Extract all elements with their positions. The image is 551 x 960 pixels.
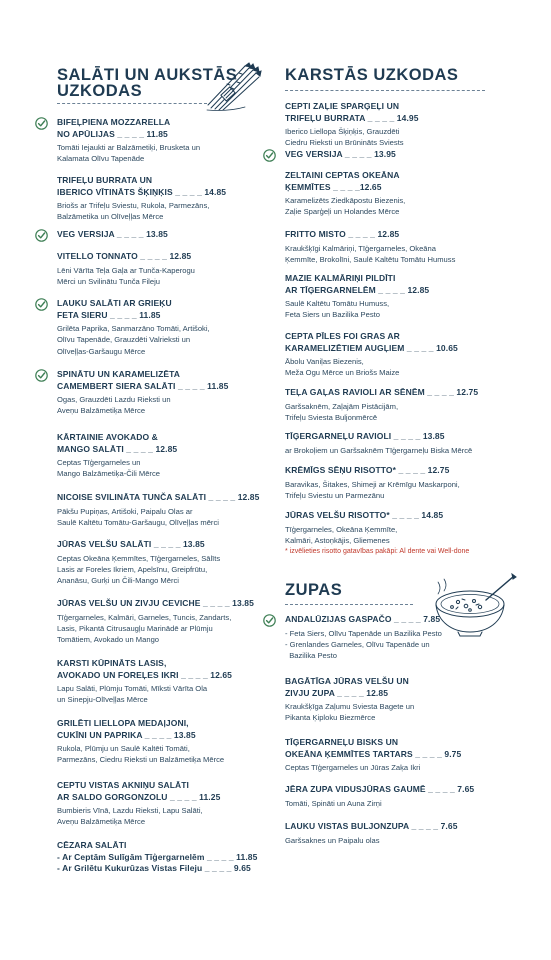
item-description (285, 835, 525, 846)
item-description-line: Ciedru Rieksti un Brūnināts Sviests (285, 138, 404, 148)
menu-item (285, 737, 525, 773)
item-name-line: TĪĢERGARNEĻU RAVIOLI _ _ _ _ 13.85 (285, 431, 445, 441)
item-name-line: JŪRAS VELŠU SALĀTI _ _ _ _ 13.85 (57, 539, 205, 549)
item-description-line: Lēni Vārīta Teļa Gaļa ar Tunča-Kaperogu (57, 265, 195, 275)
item-name-line: LAUKU SALĀTI AR GRIEĶU (57, 298, 172, 308)
item-name-line: TEĻA GAĻAS RAVIOLI AR SĒNĒM _ _ _ _ 12.75 (285, 387, 479, 397)
item-name-line: AR TĪĢERGARNELĒM _ _ _ _ 12.85 (285, 284, 430, 295)
item-name-line: NICOISE SVILINĀTA TUNČA SALĀTI _ _ _ _ 12.85 (57, 492, 260, 502)
item-description-line: Lasis, Pikantā Citrusaugļu Marinādē ar Plūmju (57, 623, 213, 633)
item-name (57, 175, 272, 198)
item-name (57, 298, 272, 321)
item-name-line: ZIVJU ZUPA _ _ _ _ 12.85 (285, 687, 389, 698)
menu-item (57, 840, 272, 875)
item-description-line: un Sinepju-Olīveļļas Mērce (57, 695, 148, 705)
menu-item (57, 780, 272, 828)
item-name (285, 784, 525, 796)
item-name-line: BIFEĻPIENA MOZZARELLA (57, 117, 171, 127)
item-description-line: Ķemmīte, Brokolīni, Saulē Kaltētu Tomātu Humuss (285, 254, 456, 264)
item-name (285, 331, 525, 354)
item-description (285, 701, 525, 724)
item-description (57, 612, 272, 646)
item-name (285, 821, 525, 833)
leaf-check-icon (35, 229, 48, 242)
item-description-line: Tomātiem, Avokado un Mango (57, 635, 160, 645)
item-description (57, 265, 272, 288)
item-name (285, 737, 525, 760)
item-description-line: Saulē Kaltētu Tomātu Humuss, (285, 299, 390, 308)
item-description (57, 743, 272, 766)
item-description-line: Trifeļu Sviesta Buljonmērcē (285, 412, 378, 422)
item-name-line: NO APŪLIJAS _ _ _ _ 11.85 (57, 128, 168, 139)
item-name (285, 676, 525, 699)
item-name-line: FRITTO MISTO _ _ _ _ 12.85 (285, 229, 400, 239)
leaf-check-icon (263, 149, 276, 162)
item-description-line: Tomāti Iejaukti ar Balzāmetiķi, Brusketa un (57, 143, 201, 152)
item-description-line: Ābolu Vaniļas Biezenis, (285, 357, 364, 366)
item-name-line: VEG VERSIJA _ _ _ _ 13.85 (57, 229, 168, 239)
item-name-line: BAGĀTĪGA JŪRAS VELŠU UN (285, 676, 409, 686)
menu-item (285, 387, 525, 423)
menu-item (285, 101, 525, 149)
menu-item (57, 432, 272, 480)
item-description-line: Olīvu Tapenāde, Grauzdēti Valrieksti un (57, 335, 191, 345)
item-name-line: JŪRAS VELŠU RISOTTO* _ _ _ _ 14.85 (285, 510, 444, 520)
menu-item (57, 718, 272, 766)
section-title-line: UZKODAS (57, 82, 143, 100)
item-description-line: Mango Balzāmetiķa-Čili Mērce (57, 469, 160, 479)
leaf-check-icon (35, 369, 48, 382)
item-name-line: CUKĪNI UN PAPRIKA _ _ _ _ 13.85 (57, 729, 196, 740)
item-name-line: LAUKU VISTAS BULJONZUPA _ _ _ _ 7.65 (285, 821, 458, 831)
item-description (57, 457, 272, 480)
item-name (57, 780, 272, 803)
item-description-line: Tomāti, Spināti un Auna Zirņi (285, 798, 382, 808)
item-name-line: VEG VERSIJA _ _ _ _ 13.95 (285, 149, 396, 159)
item-name (285, 510, 525, 522)
item-name (285, 170, 525, 193)
item-description-line: Saulē Kaltētu Tomātu-Garšaugu, Olīveļļas mērci (57, 517, 219, 527)
item-name-line: GRILĒTI LIELLOPA MEDAļJONI, (57, 718, 189, 728)
item-name-line: AVOKADO UN FOREĻES IKRI _ _ _ _ 12.65 (57, 669, 233, 680)
item-description-line: Baravikas, Šitakes, Shimeji ar Krēmīgu Maskarponi, (285, 479, 460, 489)
item-description (57, 506, 272, 529)
item-description (285, 195, 525, 218)
item-name (285, 101, 525, 124)
item-description-line: Kalamata Olīvu Tapenāde (57, 154, 145, 164)
item-name (57, 229, 272, 241)
item-name-line: CEPTU VISTAS AKNIŅU SALĀTI (57, 780, 189, 790)
menu-item (285, 331, 525, 379)
item-name-line: CEPTA PĪLES FOI GRAS AR (285, 331, 400, 341)
menu-item (57, 658, 272, 706)
item-name (57, 492, 272, 504)
item-description (57, 683, 272, 706)
item-name-line: FETA SIERU _ _ _ _ 11.85 (57, 309, 161, 320)
item-name-line: KRĒMĪGS SĒŅU RISOTTO* _ _ _ _ 12.75 (285, 465, 450, 475)
item-name-line: ĶEMMĪTES _ _ _ _12.65 (285, 181, 382, 192)
item-name (285, 465, 525, 477)
item-name (57, 369, 272, 392)
menu-item (57, 492, 272, 528)
menu-item (57, 298, 272, 357)
item-description (285, 798, 525, 809)
item-description-line: Ogas, Grauzdēti Lazdu Rieksti un (57, 395, 171, 404)
item-description-line: Grilēta Paprika, Sanmarzāno Tomāti, Artišoki, (57, 324, 210, 333)
item-description-line: Pikanta Ķiploku Biezmērce (285, 713, 376, 723)
section-title-hot-starters: KARSTĀS UZKODAS (285, 66, 459, 84)
soup-bowl-illustration (428, 572, 518, 642)
item-description-line: Ceptas Tīģergarneles un Jūras Zaķa Ikri (285, 763, 421, 772)
item-name-line: ANDALŪZIJAS GASPAČO _ _ _ _ 7.85 (285, 614, 441, 624)
item-description-line: Ananāsu, Gurķi un Čili-Mango Mērci (57, 576, 179, 586)
item-name-line: SPINĀTU UN KARAMELIZĒTA (57, 369, 181, 379)
item-description-line: Mērci un Svilinātu Tunča Fileju (57, 276, 160, 286)
item-name (57, 598, 272, 610)
menu-item (285, 170, 525, 218)
item-name (285, 229, 525, 241)
menu-item (57, 369, 272, 417)
item-description-line: Kraukšķīgi Kalmāriņi, Tīģergarneles, Okeāna (285, 243, 436, 253)
item-description-line: Tīģergarneles, Kalmāri, Garneles, Tuncis, Zandarts, (57, 612, 232, 622)
menu-item (285, 510, 525, 555)
menu-item (285, 821, 525, 846)
menu-item (285, 229, 525, 265)
item-name (285, 387, 525, 399)
item-description-line: Ceptas Tīģergarneles un (57, 458, 141, 467)
menu-item (57, 251, 272, 287)
menu-item (57, 175, 272, 223)
menu-item (57, 117, 272, 165)
item-description (285, 762, 525, 773)
item-description (57, 394, 272, 417)
item-description-line: Bumbieris Vīnā, Lazdu Rieksti, Lapu Salāti, (57, 806, 203, 815)
item-name (285, 431, 525, 443)
item-name-line: CEPTI ZAĻIE SPARĢEĻI UN (285, 101, 400, 111)
item-name (285, 273, 525, 296)
leaf-check-icon (35, 117, 48, 130)
section-title-soups: ZUPAS (285, 581, 343, 599)
item-name (57, 432, 272, 455)
item-name-line: TĪĢERGARNEĻU BISKS UN (285, 737, 399, 747)
item-name (57, 117, 272, 140)
item-option-line: - Grenlandes Garneles, Olīvu Tapenāde un (285, 639, 430, 649)
item-name-line: MAZIE KALMĀRIŅI PILDĪTI (285, 273, 396, 283)
item-description-line: ar Brokoļiem un Garšsaknēm Tīģergarneļu Biska Mērcē (285, 445, 473, 455)
item-description (57, 200, 272, 223)
item-description-line: Balzāmetika un Olīveļļas Mērce (57, 212, 164, 222)
item-description-line: Olīveļļas-Garšaugu Mērce (57, 346, 146, 356)
item-description (285, 298, 525, 321)
item-description-line: Aveņu Balzāmetiķa Mērce (57, 406, 146, 416)
item-description-line: Ceptas Okeāna Ķemmītes, Tīģergarneles, Sālīts (57, 553, 221, 563)
item-name-line: TRIFEĻU BURRATA UN (57, 175, 153, 185)
item-option-line: - Feta Siers, Olīvu Tapenāde un Bazilika Pesto (285, 628, 442, 638)
item-description (285, 479, 525, 502)
section-divider (285, 604, 413, 605)
item-name-line: MANGO SALĀTI _ _ _ _ 12.85 (57, 443, 178, 454)
item-name-line: CAMEMBERT SIERA SALĀTI _ _ _ _ 11.85 (57, 380, 229, 391)
item-name-line: OKEĀNA ĶEMMĪTES TARTARS _ _ _ _ 9.75 (285, 748, 462, 759)
menu-item (285, 431, 525, 456)
item-description-line: Aveņu Balzāmetiķa Mērce (57, 817, 146, 827)
item-description (285, 445, 525, 456)
menu-item (285, 273, 525, 321)
item-description-line: Kraukšķīga Zaļumu Sviesta Bagete un (285, 702, 415, 711)
item-description-line: Kalmāri, Astoņkājis, Gliemenes (285, 535, 390, 545)
asparagus-illustration (205, 60, 263, 116)
section-title-line: SALĀTI UN AUKSTĀS (57, 66, 238, 84)
item-name-line: AR SALDO GORGONZOLU _ _ _ _ 11.25 (57, 791, 221, 802)
menu-item (285, 784, 525, 809)
item-description-line: Meža Ogu Mērce un Briošs Maize (285, 368, 400, 378)
item-description (57, 805, 272, 828)
item-name (57, 840, 272, 875)
item-description-line: Garšsaknes un Paipalu olas (285, 835, 380, 845)
item-description (285, 401, 525, 424)
item-description-line: Lasis ar Foreles Ikriem, Apelsīnu, Greipfrūtu, (57, 564, 208, 574)
menu-item (57, 229, 272, 241)
item-name (57, 658, 272, 681)
item-description (57, 323, 272, 357)
item-name-line: KĀRTAINIE AVOKADO & (57, 432, 158, 442)
item-description (285, 356, 525, 379)
item-description-line: Trifeļu Sviestu un Parmezānu (285, 490, 385, 500)
item-name-line: VITELLO TONNATO _ _ _ _ 12.85 (57, 251, 192, 261)
item-name-line: CĒZARA SALĀTI (57, 840, 127, 850)
item-description-line: Iberico Liellopa Šķiņķis, Grauzdēti (285, 127, 400, 136)
item-description-line: Lapu Salāti, Plūmju Tomāti, Mīksti Vārīta Ola (57, 684, 208, 693)
item-name-line: KARAMELIZĒTIEM AUGĻIEM _ _ _ _ 10.65 (285, 342, 458, 353)
menu-item (57, 598, 272, 645)
item-name (57, 539, 272, 551)
item-description (57, 553, 272, 587)
menu-item (285, 676, 525, 724)
item-description (285, 243, 525, 266)
risotto-note: * izvēlieties risotto gatavības pakāpi: Al dente vai Well-done (285, 548, 470, 556)
item-description (57, 142, 272, 165)
item-name-line: JĒRA ZUPA VIDUSJŪRAS GAUMĒ _ _ _ _ 7.65 (285, 784, 475, 794)
item-description-line: Garšsaknēm, Zaļajām Pistācijām, (285, 401, 399, 411)
menu-item (285, 149, 525, 161)
item-option-line: Bazilika Pesto (285, 651, 337, 661)
item-name (285, 149, 525, 161)
item-description-line: Pākšu Pupiņas, Artišoki, Paipalu Olas ar (57, 506, 193, 516)
item-description-line: Zaļie Sparģeļi un Holandes Mērce (285, 207, 400, 217)
item-name (57, 251, 272, 263)
item-name-line: JŪRAS VELŠU UN ZIVJU CEVICHE _ _ _ _ 13.85 (57, 598, 254, 608)
item-name (57, 718, 272, 741)
item-name-line: TRIFEĻU BURRATA _ _ _ _ 14.95 (285, 112, 419, 123)
leaf-check-icon (35, 298, 48, 311)
item-name-line: - Ar Ceptām Sulīgām Tīģergarnelēm _ _ _ _ 11.85 (57, 851, 258, 862)
item-name-line: - Ar Grilētu Kukurūzas Vistas Fileju _ _ _ _ 9.65 (57, 863, 251, 873)
item-description-line: Feta Siers un Bazilika Pesto (285, 310, 380, 320)
item-description-line: Rukola, Plūmju un Saulē Kaltēti Tomāti, (57, 744, 190, 753)
item-description-line: Tīģergarneles, Okeāna Ķemmīte, (285, 524, 398, 534)
leaf-check-icon (263, 614, 276, 627)
item-description (285, 524, 525, 547)
item-description-line: Briošs ar Trifeļu Sviestu, Rukola, Parmezāns, (57, 201, 210, 210)
section-divider (57, 103, 207, 104)
item-name-line: KARSTI KŪPINĀTS LASIS, (57, 658, 167, 668)
item-name-line: IBERICO VĪTINĀTS ŠĶIŅĶIS _ _ _ _ 14.85 (57, 186, 227, 197)
item-description-line: Parmezāns, Ciedru Rieksti un Balzāmetiķa Mērce (57, 755, 225, 765)
item-name-line: ZELTAINI CEPTAS OKEĀNA (285, 170, 400, 180)
item-description (285, 126, 525, 149)
menu-item (57, 539, 272, 586)
section-divider (285, 90, 485, 91)
menu-item (285, 465, 525, 501)
item-description-line: Karamelizēts Ziedkāpostu Biezenis, (285, 196, 406, 205)
